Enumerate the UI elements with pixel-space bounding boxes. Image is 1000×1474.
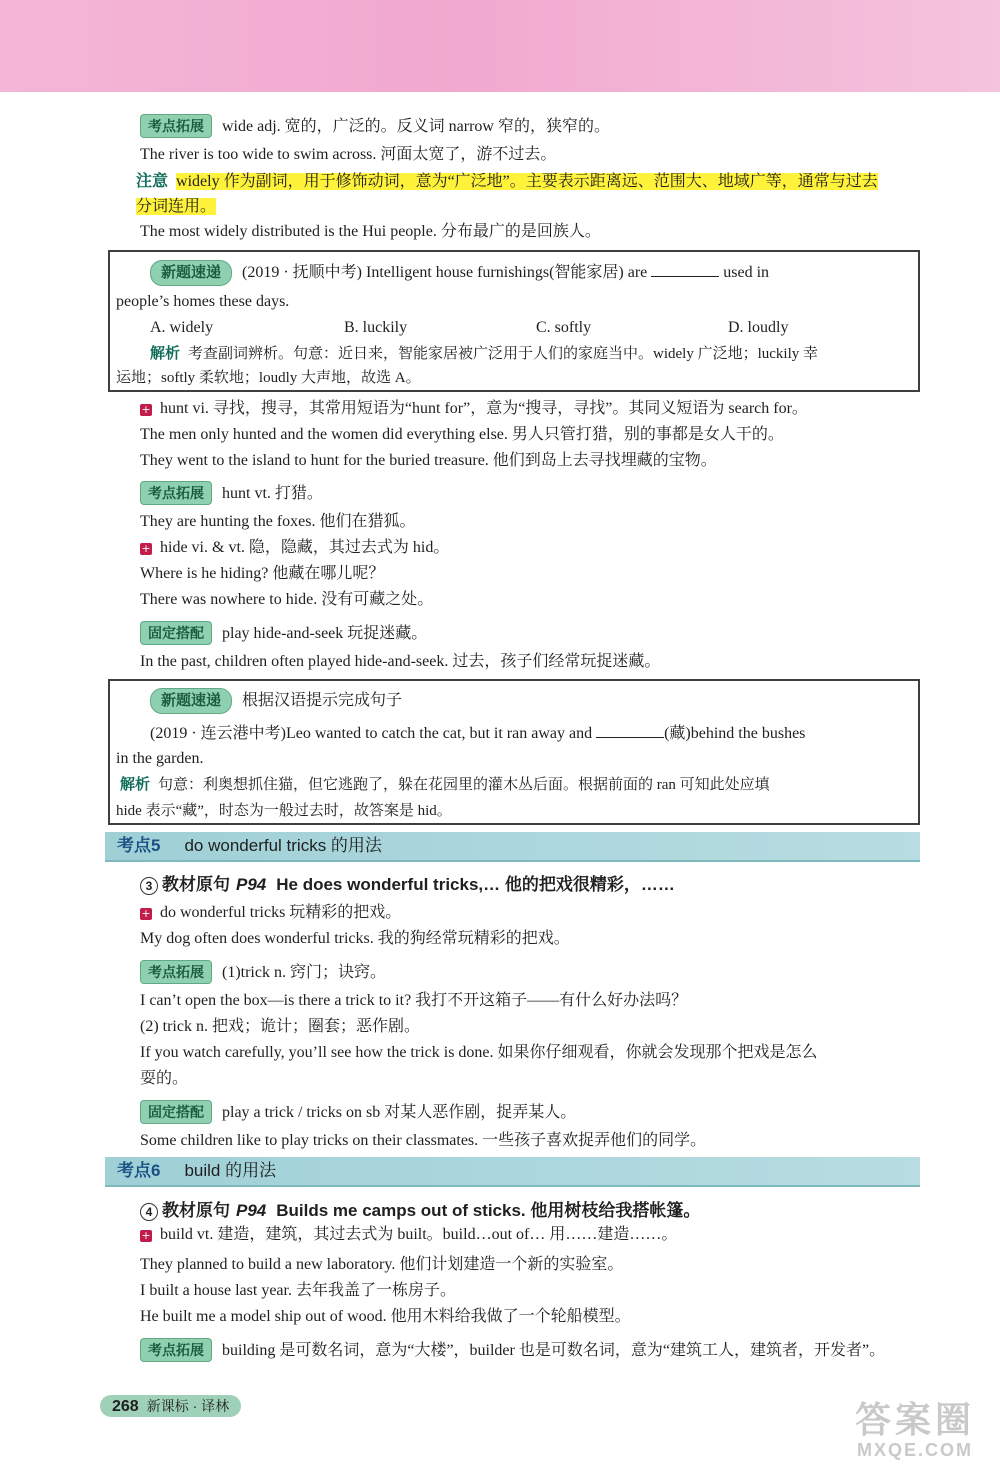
wide-ext-line: 考点拓展 wide adj. 宽的，广泛的。反义词 narrow 窄的，狭窄的。 <box>140 114 610 138</box>
example-line: Some children like to play tricks on their classmates. 一些孩子喜欢捉弄他们的同学。 <box>140 1132 707 1149</box>
note-line-cont: 分词连用。 <box>136 198 217 215</box>
note-line: 注意 widely 作为副词，用于修饰动词，意为“广泛地”。主要表示距离远、范围大、地域广等，通常与过去 <box>136 173 878 190</box>
def-line: + build vt. 建造，建筑，其过去式为 built。build…out of… 用……建造……。 <box>141 1226 678 1243</box>
analysis-line: 解析 句意：利奥想抓住猫，但它逃跑了，躲在花园里的灌木丛后面。根据前面的 ran 可知此处应填 <box>120 777 770 793</box>
example-line: If you watch carefully, you’ll see how the trick is done. 如果你仔细观看，你就会发现那个把戏是怎么 <box>140 1044 818 1061</box>
example-line-cont: 耍的。 <box>140 1070 189 1087</box>
option-c: C. softly <box>536 319 592 336</box>
ext-line: 考点拓展 (1)trick n. 窍门；诀窍。 <box>140 960 386 984</box>
example-line: The most widely distributed is the Hui people. 分布最广的是回族人。 <box>140 223 601 240</box>
number-circle: 4 <box>140 1203 158 1221</box>
analysis-line: 解析 考查副词辨析。句意：近日来，智能家居被广泛用于人们的家庭当中。widely 广泛地；luckily 幸 <box>150 346 819 362</box>
original-sentence: 3 教材原句 P94 He does wonderful tricks,… 他的把戏很精彩，…… <box>140 870 675 895</box>
series-name: 新课标 · 译林 <box>146 1398 230 1414</box>
page-number: 268 <box>112 1398 139 1415</box>
hide-def: + hide vi. & vt. 隐，隐藏，其过去式为 hid。 <box>141 539 450 556</box>
fixed-tag: 固定搭配 <box>140 621 212 645</box>
option-d: D. loudly <box>728 319 789 336</box>
page-footer <box>100 1395 241 1417</box>
example-line: My dog often does wonderful tricks. 我的狗经常玩精彩的把戏。 <box>140 930 570 947</box>
quick-tag: 新题速递 <box>150 260 232 286</box>
hunt-def: + hunt vi. 寻找，搜寻，其常用短语为“hunt for”，意为“搜寻，寻找”。其同义短语为 search for。 <box>141 400 808 417</box>
example-line: I built a house last year. 去年我盖了一栋房子。 <box>140 1282 456 1299</box>
watermark-logo: 答案圈 MXQE.COM <box>854 1399 975 1460</box>
option-b: B. luckily <box>344 319 408 336</box>
def-line: (2) trick n. 把戏；诡计；圈套；恶作剧。 <box>140 1018 420 1035</box>
example-line: They planned to build a new laboratory. 他们计划建造一个新的实验室。 <box>140 1256 624 1273</box>
example-line: In the past, children often played hide-and-seek. 过去，孩子们经常玩捉迷藏。 <box>140 653 661 670</box>
bullet-icon: + <box>141 403 151 416</box>
example-line: I can’t open the box—is there a trick to it? 我打不开这箱子——有什么好办法吗？ <box>140 992 688 1009</box>
option-a: A. widely <box>150 319 214 336</box>
answer-blank <box>651 262 719 277</box>
hunt-ext-line: 考点拓展 hunt vt. 打猎。 <box>140 481 323 505</box>
bullet-icon: + <box>141 542 151 555</box>
original-sentence: 4 教材原句 P94 Builds me camps out of sticks. 他用树枝给我搭帐篷。 <box>140 1196 700 1221</box>
ext-line: 考点拓展 building 是可数名词，意为“大楼”，builder 也是可数名词，意为“建筑工人，建筑者，开发者”。 <box>140 1338 885 1362</box>
def-line: + do wonderful tricks 玩精彩的把戏。 <box>141 904 402 921</box>
fixed-line: 固定搭配 play a trick / tricks on sb 对某人恶作剧，捉弄某人。 <box>140 1100 576 1124</box>
section-header-5: 考点5 do wonderful tricks 的用法 <box>105 832 920 862</box>
example-line: The men only hunted and the women did everything else. 男人只管打猎，别的事都是女人干的。 <box>140 426 784 443</box>
note-label: 注意 <box>136 173 169 190</box>
quick-question-box: 新题速递 根据汉语提示完成句子 (2019 · 连云港中考)Leo wanted to catch the cat, but it ran away and (藏)behind the bushes in the garden. 解析 句意：利奥想抓住猫，但它逃跑了，躲在花园里的灌木丛后面。根据前面的 ran 可知此处应填 hide 表示“藏”，时态为一般过去时，故答案是 hid。 <box>108 679 920 825</box>
ext-tag: 考点拓展 <box>140 114 212 138</box>
example-line: The river is too wide to swim across. 河面太宽了，游不过去。 <box>140 146 557 163</box>
number-circle: 3 <box>140 877 158 895</box>
example-line: Where is he hiding? 他藏在哪儿呢？ <box>140 565 385 582</box>
fixed-line: 固定搭配 play hide-and-seek 玩捉迷藏。 <box>140 621 427 645</box>
example-line: He built me a model ship out of wood. 他用木料给我做了一个轮船模型。 <box>140 1308 631 1325</box>
answer-blank <box>596 723 664 738</box>
quick-tag: 新题速递 <box>150 688 232 714</box>
example-line: They are hunting the foxes. 他们在猎狐。 <box>140 513 416 530</box>
header-band <box>0 0 1000 92</box>
example-line: They went to the island to hunt for the buried treasure. 他们到岛上去寻找埋藏的宝物。 <box>140 452 717 469</box>
quick-question-box: 新题速递 (2019 · 抚顺中考) Intelligent house furnishings(智能家居) are used in people’s homes these days. A. widely B. luckily C. softly D. loudly 解析 考查副词辨析。句意：近日来，智能家居被广泛用于人们的家庭当中。widely 广泛地；luckily 幸 运地；softly 柔软地；loudly 大声地，故选 A。 <box>108 250 920 392</box>
example-line: There was nowhere to hide. 没有可藏之处。 <box>140 591 434 608</box>
bullet-icon: + <box>141 1229 151 1242</box>
bullet-icon: + <box>141 907 151 920</box>
section-header-6: 考点6 build 的用法 <box>105 1157 920 1187</box>
